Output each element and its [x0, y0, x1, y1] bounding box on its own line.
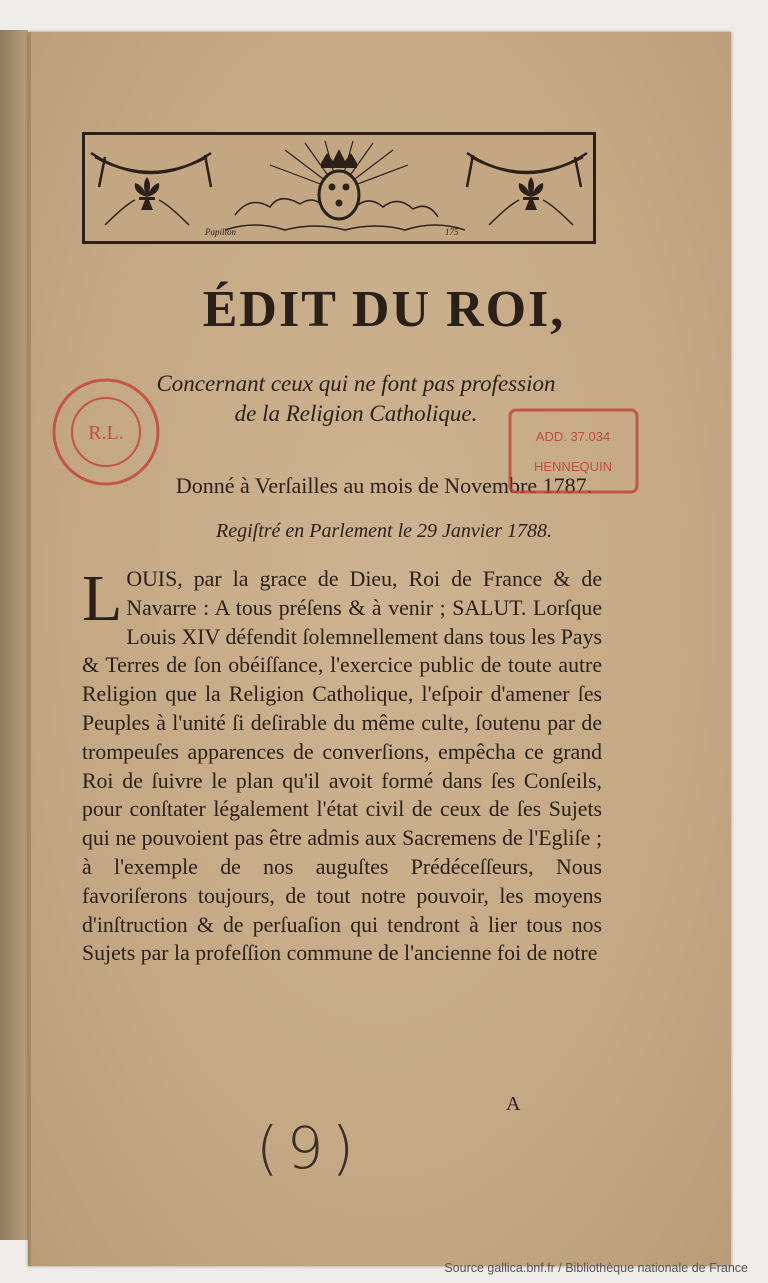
subtitle-line-2: de la Religion Catholique.: [234, 401, 478, 426]
stamp-rect-line-2: HENNEQUIN: [533, 459, 613, 474]
edict-body: [82, 562, 602, 968]
ornamental-headpiece: [82, 132, 596, 244]
acquisition-stamp: [507, 407, 640, 495]
body-paragraph: , par la grace de Dieu, Roi de France & de Navarre : A tous préſens & à venir ; SALUT. Lorſque Louis XIV défendit ſolemnellement dans tous les Pays & Terres de ſon obéiſſance, l'exercice public de toute autre Religion que la Religion Catholique, l'eſpoir d'amener ſes Peuples à l'unité ſi deſirable du même culte, ſoutenu par de trompeuſes apparences de converſions, empêcha ce grand Roi de ſuivre le plan qu'il avoit formé dans ſes Conſeils, pour conſtater légalement l'état civil de ceux de ſes Sujets qui ne pouvoient pas être admis aux Sacremens de l'Egliſe ; à l'exemple de nos auguſtes Prédéceſſeurs, Nous favoriſerons toujours, de tout notre pouvoir, les moyens d'inſtruction & de perſuaſion qui tendront à lier tous nos Sujets par la profeſſion commune de l'ancienne foi de notre: [82, 567, 602, 966]
pencil-annotation: (9): [256, 1114, 363, 1182]
fleur-de-lis-icon-right: [519, 177, 544, 210]
crown-icon: [321, 149, 357, 168]
headpiece-engraving: [85, 135, 593, 241]
stamp-rect-line-1: ADD. 37.034: [535, 429, 611, 444]
library-stamp-round: [50, 376, 162, 488]
catchword: A: [506, 1093, 521, 1115]
royal-shield-icon: [319, 171, 359, 219]
given-at-line: Donné à Verſailles au mois de Novembre 1787.: [175, 473, 593, 498]
engraving-year: 175: [445, 227, 459, 237]
book-spine: [0, 30, 28, 1240]
first-word: OUIS: [126, 567, 178, 591]
source-credit: Source gallica.bnf.fr / Bibliothèque nationale de France: [444, 1261, 748, 1275]
drop-cap: L: [82, 562, 123, 635]
fleur-de-lis-icon-left: [135, 177, 160, 210]
stamp-round-text: R.L.: [88, 422, 124, 444]
registration-line: Regiſtré en Parlement le 29 Janvier 1788.: [215, 520, 552, 542]
document-title: ÉDIT DU ROI,: [202, 281, 566, 338]
engraver-signature: Papillon: [205, 227, 236, 237]
subtitle-line-1: Concernant ceux qui ne font pas profession: [156, 371, 556, 396]
